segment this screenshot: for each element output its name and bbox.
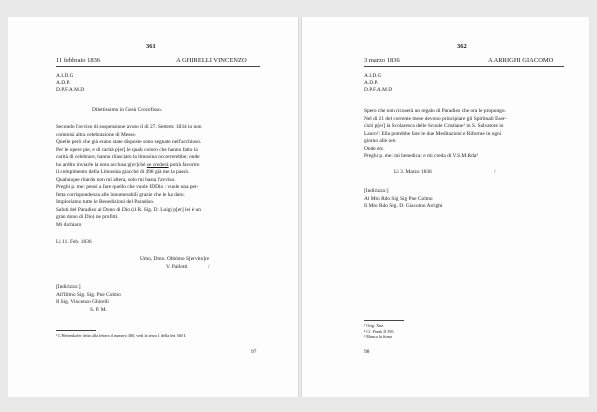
header-rule	[56, 66, 260, 67]
invocation-2: A.D.P.	[56, 80, 71, 86]
body-line-14: Mi dichiaro	[56, 221, 82, 228]
footnote-rule	[364, 320, 404, 321]
letter-date: 11 febbraio 1836	[56, 57, 101, 64]
body-line-4: Lauro²: Ella potrebbe fare le due Meditazioni e Riforme in ogni	[364, 130, 502, 137]
body-line-2: commisi altra celebrazione di Messe.	[56, 131, 137, 138]
letter-date: 3 marzo 1836	[364, 57, 400, 64]
invocation-3: D.P.F.A.M.D	[364, 87, 393, 93]
address-line-3: Il Mto Rdo Sig. D. Giacomo Arrighi	[364, 203, 443, 209]
address-line-1: [Indirizzo:]	[56, 284, 81, 290]
page-number: 361	[146, 43, 156, 50]
body-line-5: giorno alle ore.	[364, 138, 397, 144]
body-line-3: Quelle però che già erano state disposte sono segnate nell'acchiuso.	[56, 139, 202, 145]
invocation-2: A.D.P.	[364, 80, 379, 86]
body-line-7: il compimento della Limosina giacchè di 498 già me la passò.	[56, 169, 190, 175]
footnote: ¹ L'Hettenkofer detto alla lettera il numero 360, vedi la terza 1 della lett 360 I.	[56, 333, 187, 338]
body-line-12: Saluti del Paradiso al Dono di Dio (il R. Sig. D. Luigi p[er] lei è un	[56, 206, 201, 213]
body-line-11: Imploriamo tutte le Benedizioni del Paradiso.	[56, 199, 155, 205]
body-line-2: Nel dì 21 del corrente mese devono principiare gli Spirituali Eser-	[364, 115, 507, 122]
footnote-rule	[56, 330, 96, 331]
address-line-2: All'Illmo Sig. Sig. Pne Colmo	[56, 291, 121, 298]
body-line-9: Preghi p. me: pensi a fare quello che vuole IDDio : vuole una per-	[56, 184, 199, 190]
body-line-8: Qualunque ritardo non mi altera, solo mi basta l'avviso.	[56, 176, 176, 183]
place-date: Li 11. Feb. 1836	[56, 239, 92, 245]
header-rule	[364, 66, 564, 67]
closing-mark: /	[494, 169, 496, 175]
address-line-1: [Indirizzo:]	[364, 188, 389, 194]
invocation-1: A.I.D.G	[364, 73, 382, 79]
footnote-3: ³ Manca la firma	[364, 334, 392, 339]
letter-recipient: A GHIRELLI VINCENZO	[176, 57, 247, 64]
closing-signature: V. Pallotti	[166, 263, 188, 270]
body-line-1: Spero che non ricuserà un regalo di Paradiso che ora le propongo.	[364, 108, 506, 114]
body-line-13: gran dono di Dio) ne profitti.	[56, 214, 119, 220]
invocation-1: A.I.D.G	[56, 73, 74, 79]
place-date: Li 3. Marzo 1836	[394, 169, 432, 175]
address-line-4: S. P. M.	[90, 306, 107, 313]
right-page	[302, 17, 589, 397]
invocation-3: D.P.F.A.M.D	[56, 87, 85, 93]
folio-number: 98	[364, 349, 370, 355]
closing-line-1: Umo, Dmo. Obblmo S[ervito]re	[140, 256, 210, 262]
address-line-3: Il Sig. Vincenzo Ghirelli	[56, 299, 109, 305]
salutation: Dilettissimo in Gesù Crocefisso.	[92, 107, 163, 113]
footnote-1: ¹ Orig. Xne.	[364, 323, 385, 328]
body-line-6: Onde etc.	[364, 145, 385, 152]
body-line-6: ho ardito inviarle la nota acclusa p[er]chè se crederà potrà favorire	[56, 161, 200, 168]
page-number: 362	[457, 43, 467, 50]
footnote-2: ² Cf. Frank II 395.	[364, 328, 395, 334]
body-line-1: Secondo l'avviso di sospensione avuto il dì 27. Settem: 1834 io non	[56, 124, 202, 130]
closing-mark: /	[208, 263, 210, 270]
body-line-7: Preghi p. me: mi benedica: e mi creda di V.S.M.Rda³	[364, 153, 478, 159]
address-line-2: Al Mto Rdo Sig Sig Pne Colmo	[364, 195, 433, 202]
body-line-4: Per le opere pie, e di carità p[er] le quali coloro che hanno fatto la	[56, 146, 198, 153]
folio-number: 97	[251, 349, 257, 355]
body-line-10: fetta corrispondenza alle innumerabili grazie che le ha dato.	[56, 191, 185, 198]
body-line-5: carità di celebrare, hanno rilasciato la limosina occorrerebbe; onde	[56, 154, 200, 160]
body-line-3: cizii p[er] la Scolaresca delle Scuole Cristiane¹ in S. Salvatore in	[364, 123, 504, 129]
left-page	[8, 17, 298, 397]
underlined-phrase: se crederà	[146, 161, 169, 168]
letter-recipient: A ARRIGHI GIACOMO	[488, 57, 554, 64]
